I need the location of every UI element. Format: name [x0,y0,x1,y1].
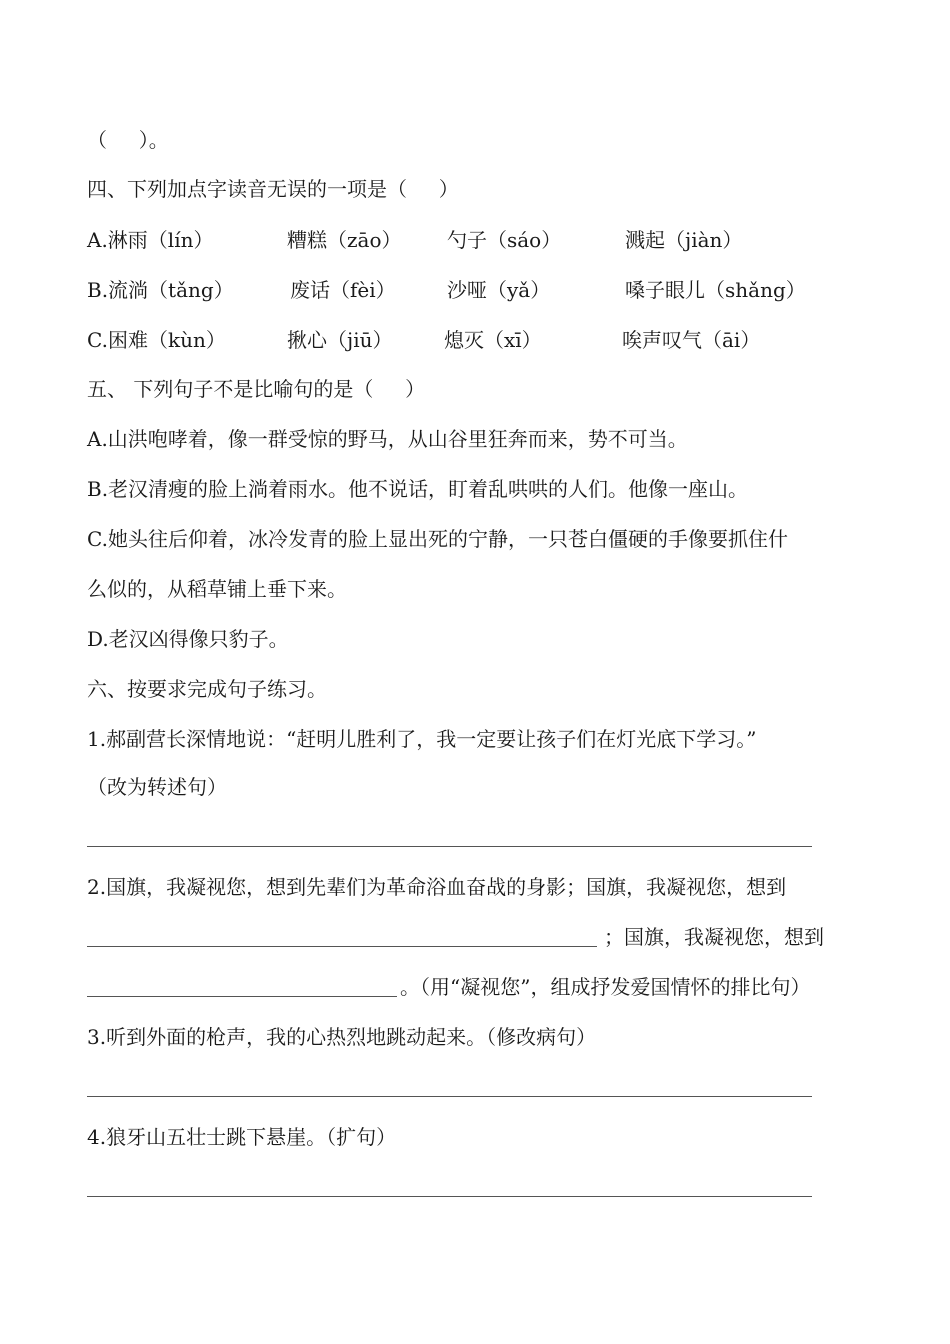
q6-item2-answer-line-2[interactable] [87,996,397,997]
q4-option-b-4: 嗓子眼儿（shǎng） [625,278,806,302]
q4-option-a-1: A.淋雨（lín） [87,228,214,252]
q6-item2-text: 2.国旗，我凝视您，想到先辈们为革命浴血奋战的身影；国旗，我凝视您，想到 [87,875,787,899]
top-answer-blank: （ ）。 [87,128,169,152]
q6-item4-text: 4.狼牙山五壮士跳下悬崖。（扩句） [87,1125,397,1149]
q6-item3-answer-line[interactable] [87,1096,812,1097]
q6-item3-text: 3.听到外面的枪声，我的心热烈地跳动起来。（修改病句） [87,1025,597,1049]
q4-option-c-3: 熄灭（xī） [444,328,542,352]
q4-option-b-3: 沙哑（yǎ） [447,278,551,302]
q6-item2-middle-text: ；国旗，我凝视您，想到 [604,925,824,949]
q4-title: 四、下列加点字读音无误的一项是（ ） [87,177,459,201]
q4-option-a-3: 勺子（sáo） [447,228,562,252]
q4-option-b-2: 废话（fèi） [290,278,396,302]
q5-option-a: A.山洪咆哮着，像一群受惊的野马，从山谷里狂奔而来，势不可当。 [87,427,688,451]
q6-item1-answer-line[interactable] [87,846,812,847]
q6-item1-instruction: （改为转述句） [87,775,227,799]
q4-option-b-1: B.流淌（tǎng） [87,278,234,302]
q4-option-a-2: 糟糕（zāo） [287,228,402,252]
q5-option-c-line1: C.她头往后仰着，冰冷发青的脸上显出死的宁静，一只苍白僵硬的手像要抓住什 [87,527,788,551]
q6-item4-answer-line[interactable] [87,1196,812,1197]
q6-item1-text: 1.郝副营长深情地说：“赶明儿胜利了，我一定要让孩子们在灯光底下学习。” [87,727,757,751]
q6-item2-answer-line-1[interactable] [87,946,597,947]
q4-option-c-1: C.困难（kùn） [87,328,226,352]
q5-title: 五、 下列句子不是比喻句的是（ ） [87,377,426,401]
q4-option-c-4: 唉声叹气（āi） [622,328,761,352]
q4-option-a-4: 溅起（jiàn） [625,228,743,252]
q5-option-d: D.老汉凶得像只豹子。 [87,627,289,651]
q6-title: 六、按要求完成句子练习。 [87,677,327,701]
q5-option-b: B.老汉清瘦的脸上淌着雨水。他不说话，盯着乱哄哄的人们。他像一座山。 [87,477,749,501]
q5-option-c-line2: 么似的，从稻草铺上垂下来。 [87,577,347,601]
q6-item2-instruction: 。（用“凝视您”，组成抒发爱国情怀的排比句） [400,975,811,999]
q4-option-c-2: 揪心（jiū） [287,328,393,352]
